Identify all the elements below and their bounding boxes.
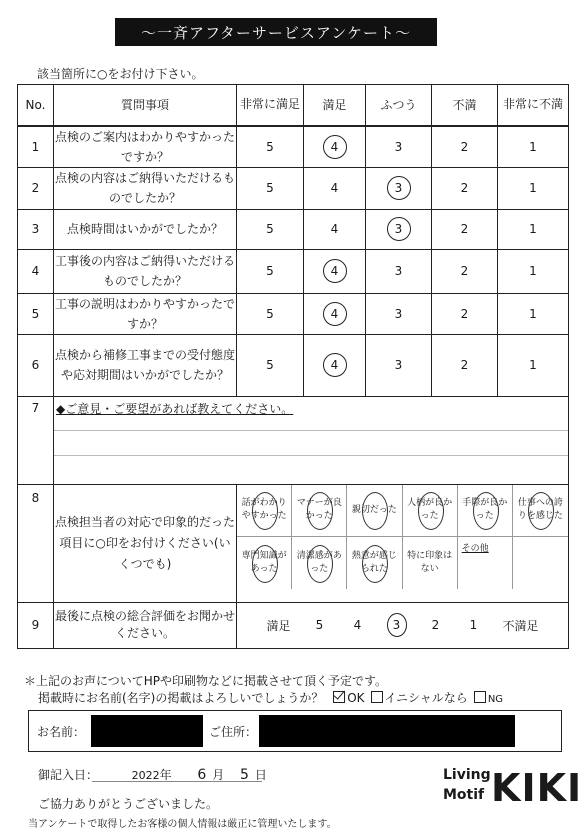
question-row-8 [18, 484, 569, 602]
comment-area[interactable] [54, 396, 569, 484]
comment-prompt: ◆ご意見・ご要望があれば教えてください。 [56, 401, 294, 416]
question-row-3 [18, 209, 569, 249]
rating-option-2[interactable] [432, 334, 498, 396]
date-label: 御記入日： [38, 768, 99, 782]
rating-value: 2 [460, 264, 469, 278]
consent-checkbox[interactable] [474, 691, 486, 703]
privacy-note: 当アンケートで取得したお客様の個人情報は厳正に管理いたします。 [28, 819, 337, 830]
overall-rating-3[interactable]: 3 [387, 613, 407, 637]
overall-rating [237, 602, 569, 648]
address-label: ご住所： [209, 725, 258, 739]
rating-option-1[interactable] [498, 209, 569, 249]
rating-option-5[interactable] [237, 334, 304, 396]
rating-option-3[interactable] [366, 126, 432, 168]
rating-value: 3 [394, 139, 403, 154]
header-rating-4: 満足 [304, 85, 366, 126]
question-row-2 [18, 167, 569, 209]
impression-option[interactable]: 人柄が良かった [403, 485, 458, 537]
question-row-7 [18, 396, 569, 484]
rating-option-1[interactable] [498, 249, 569, 293]
rating-value: 1 [529, 139, 537, 154]
date-underline [92, 781, 262, 782]
logo-mark: KIKI [491, 766, 583, 810]
rating-value: 2 [460, 358, 469, 372]
question-text: 工事の説明はわかりやすかったですか？ [54, 293, 237, 334]
impression-option[interactable] [513, 537, 568, 589]
question-number: 7 [18, 396, 54, 484]
selected-rating: 4 [323, 302, 347, 326]
comment-line [54, 430, 568, 431]
year-unit: 年 [159, 768, 172, 782]
consent-option-label: NG [487, 694, 504, 705]
rating-option-5[interactable] [237, 126, 304, 168]
survey-table [17, 84, 569, 649]
rating-option-4[interactable] [304, 334, 366, 396]
consent-option-label: イニシャルなら [384, 691, 468, 705]
question-text: 最後に点検の総合評価をお聞かせください。 [54, 602, 237, 648]
rating-value: 5 [266, 222, 274, 236]
rating-option-2[interactable] [432, 249, 498, 293]
selected-rating: 4 [323, 353, 347, 377]
rating-option-3[interactable] [366, 209, 432, 249]
month-unit: 月 [212, 768, 225, 782]
rating-value: 3 [394, 358, 403, 372]
header-rating-2: 不満 [432, 85, 498, 126]
question-number: 9 [18, 602, 54, 648]
impression-option[interactable]: その他 [458, 537, 513, 589]
header-rating-5: 非常に満足 [237, 85, 304, 126]
date-month: 6 [197, 767, 207, 783]
name-label: お名前： [37, 725, 86, 739]
question-text: 工事後の内容はご納得いただけるものでしたか？ [54, 249, 237, 293]
rating-value: 4 [330, 222, 339, 236]
impression-option[interactable]: 専門知識があった [237, 537, 292, 589]
question-row-6 [18, 334, 569, 396]
question-row-5 [18, 293, 569, 334]
rating-option-4[interactable] [304, 209, 366, 249]
rating-option-3[interactable] [366, 167, 432, 209]
impression-option[interactable]: 仕事への誇りを感じた [513, 485, 568, 537]
logo-line2: Motif [443, 787, 485, 803]
rating-option-5[interactable] [237, 249, 304, 293]
logo-line1: Living [443, 767, 491, 783]
rating-option-4[interactable] [304, 249, 366, 293]
rating-option-2[interactable] [432, 293, 498, 334]
rating-option-2[interactable] [432, 167, 498, 209]
address-redaction [259, 715, 515, 747]
impression-option[interactable]: 話がわかりやすかった [237, 485, 292, 537]
rating-option-5[interactable] [237, 209, 304, 249]
rating-option-1[interactable] [498, 334, 569, 396]
impression-option[interactable]: 親切だった [347, 485, 402, 537]
rating-option-3[interactable] [366, 249, 432, 293]
question-text: 点検の内容はご納得いただけるものでしたか？ [54, 167, 237, 209]
rating-option-1[interactable] [498, 126, 569, 168]
overall-low-label: 満足 [266, 618, 291, 633]
question-number: 1 [18, 126, 54, 168]
header-row [18, 85, 569, 126]
rating-option-1[interactable] [498, 167, 569, 209]
overall-rating-1[interactable]: 1 [469, 618, 478, 632]
impression-option[interactable]: 清潔感があった [292, 537, 347, 589]
question-number: 2 [18, 167, 54, 209]
question-text: 点検担当者の対応で印象的だった項目に○印をお付けください(いくつでも) [54, 484, 237, 602]
consent-checkbox[interactable] [333, 691, 345, 703]
selected-rating: 4 [323, 259, 347, 283]
name-redaction [91, 715, 203, 747]
impression-option[interactable]: 特に印象はない [403, 537, 458, 589]
question-row-4 [18, 249, 569, 293]
impression-options [237, 484, 569, 602]
rating-option-3[interactable] [366, 334, 432, 396]
question-number: 3 [18, 209, 54, 249]
rating-value: 1 [529, 222, 537, 236]
date-day: 5 [239, 767, 249, 783]
day-unit: 日 [254, 768, 267, 782]
rating-value: 2 [460, 222, 469, 236]
date-year: 2022 [131, 769, 160, 782]
impression-option[interactable]: マナーが良かった [292, 485, 347, 537]
rating-value: 3 [394, 306, 403, 321]
rating-value: 5 [266, 139, 274, 154]
selected-rating: 3 [387, 176, 411, 200]
rating-option-5[interactable] [237, 293, 304, 334]
question-number: 6 [18, 334, 54, 396]
header-rating-1: 非常に不満 [498, 85, 569, 126]
rating-option-5[interactable] [237, 167, 304, 209]
question-row-1 [18, 126, 569, 168]
overall-rating-4[interactable]: 4 [353, 618, 362, 632]
rating-option-1[interactable] [498, 293, 569, 334]
header-no: No. [18, 85, 54, 126]
rating-option-4[interactable] [304, 126, 366, 168]
comment-line [54, 455, 568, 456]
consent-question [38, 689, 503, 706]
rating-value: 5 [266, 306, 274, 321]
impression-option[interactable]: 熱意が感じられた [347, 537, 402, 589]
rating-option-2[interactable] [432, 209, 498, 249]
survey-title: 〜一斉アフターサービスアンケート〜 [115, 18, 437, 46]
contact-box [28, 710, 562, 752]
company-logo [443, 760, 583, 820]
rating-value: 1 [529, 181, 537, 195]
question-text: 点検時間はいかがでしたか？ [54, 209, 237, 249]
rating-value: 2 [460, 139, 469, 154]
question-number: 8 [18, 484, 54, 602]
consent-checkbox[interactable] [371, 691, 383, 703]
overall-high-label: 不満足 [502, 618, 539, 633]
header-question: 質問事項 [54, 85, 237, 126]
overall-rating-2[interactable]: 2 [431, 618, 440, 632]
question-number: 4 [18, 249, 54, 293]
question-number: 5 [18, 293, 54, 334]
rating-value: 1 [529, 264, 537, 278]
question-text: 点検から補修工事までの受付態度や応対期間はいかがでしたか？ [54, 334, 237, 396]
rating-value: 4 [330, 181, 339, 195]
rating-value: 5 [266, 181, 274, 195]
thanks-text: ご協力ありがとうございました。 [38, 797, 219, 811]
rating-value: 1 [529, 358, 537, 372]
consent-question-text: 掲載時にお名前(名字)の掲載はよろしいでしょうか？ [38, 691, 324, 705]
selected-rating: 4 [323, 135, 347, 159]
rating-value: 1 [529, 306, 537, 321]
rating-value: 2 [460, 306, 469, 321]
instruction-text: 該当箇所に○をお付け下さい。 [37, 67, 204, 81]
selected-rating: 3 [387, 217, 411, 241]
rating-value: 2 [460, 181, 469, 195]
header-rating-3: ふつう [366, 85, 432, 126]
rating-value: 5 [266, 358, 274, 372]
overall-rating-5[interactable]: 5 [315, 618, 324, 632]
question-text: 点検のご案内はわかりやすかったですか？ [54, 126, 237, 168]
rating-value: 5 [266, 264, 274, 278]
rating-option-4[interactable] [304, 293, 366, 334]
rating-option-2[interactable] [432, 126, 498, 168]
rating-value: 3 [394, 264, 403, 278]
rating-option-3[interactable] [366, 293, 432, 334]
question-row-9 [18, 602, 569, 648]
consent-option-label: OK [347, 691, 365, 705]
rating-option-4[interactable] [304, 167, 366, 209]
consent-notice: ＊上記のお声についてHPや印刷物などに掲載させて頂く予定です。 [24, 674, 388, 688]
impression-option[interactable]: 手際が良かった [458, 485, 513, 537]
